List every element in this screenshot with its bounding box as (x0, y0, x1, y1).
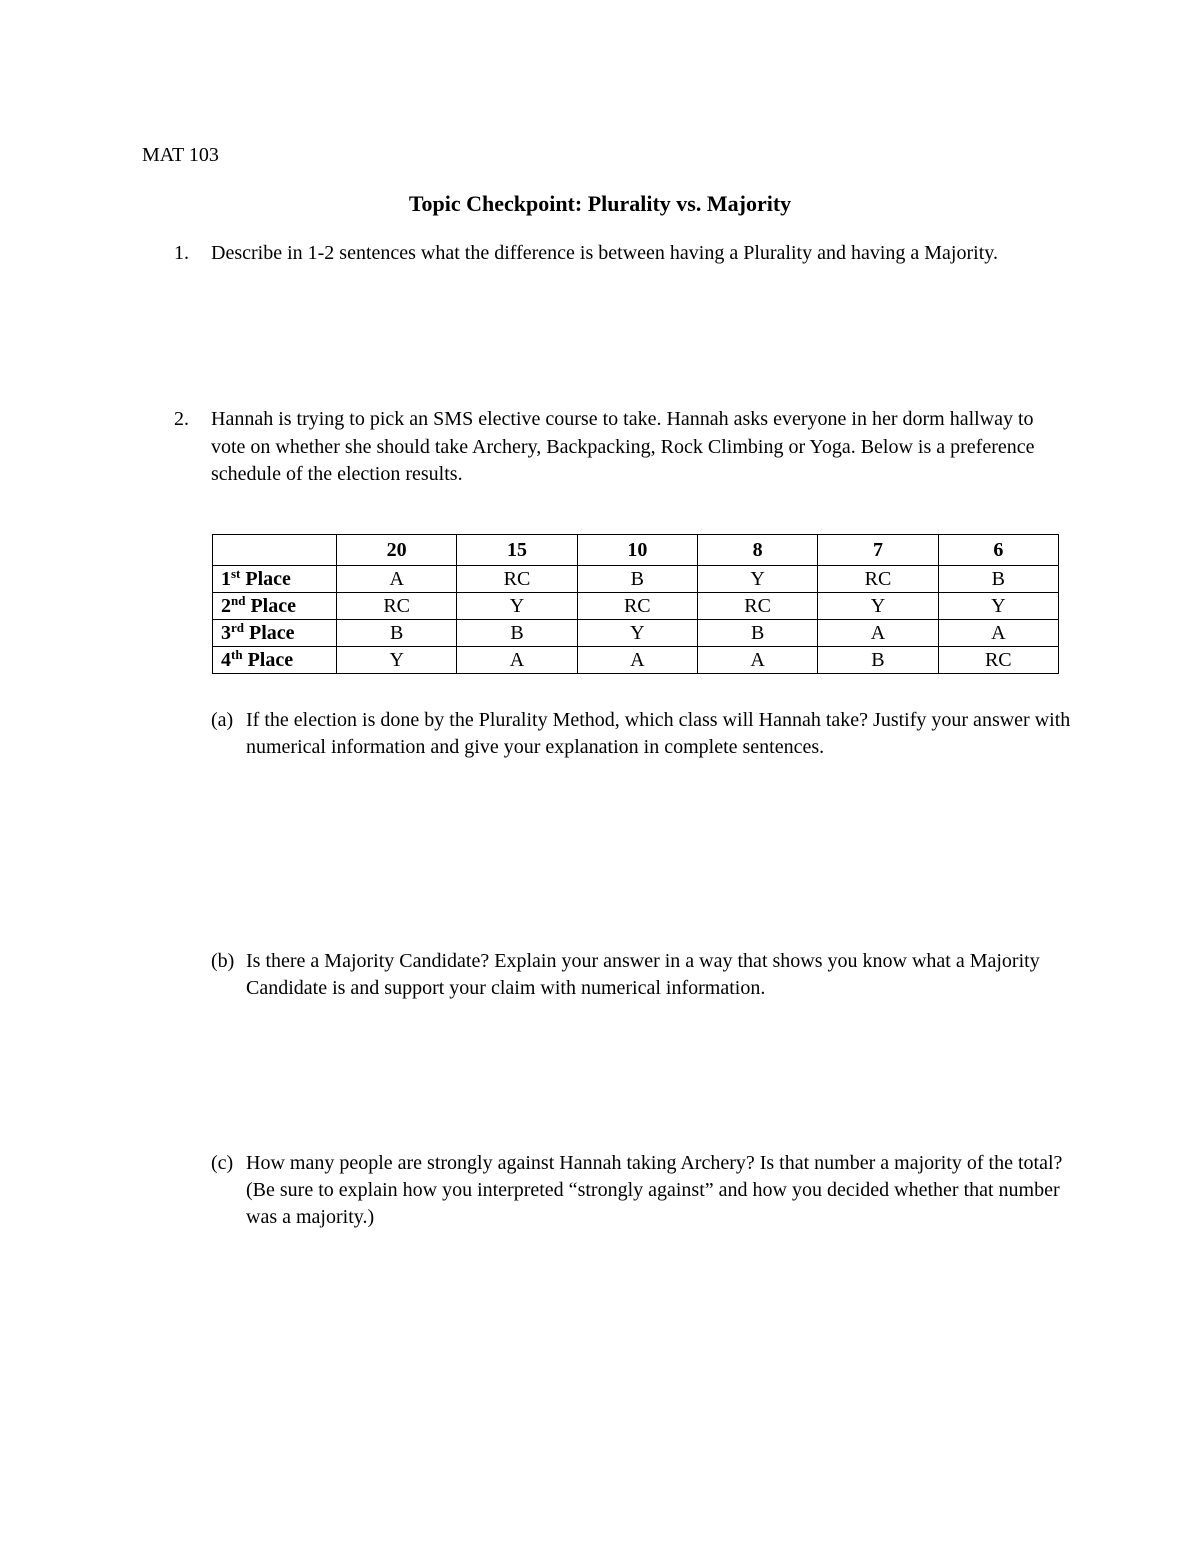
course-code: MAT 103 (142, 144, 219, 166)
subquestion-label: (a) (211, 709, 234, 731)
table-cell: RC (577, 593, 697, 620)
place-suffix: nd (231, 593, 246, 608)
voter-count-cell: 20 (337, 535, 457, 566)
table-cell: B (457, 620, 577, 647)
question-text: Describe in 1-2 sentences what the difference is between having a Plurality and having a Majority. (211, 242, 998, 264)
table-cell: Y (337, 647, 457, 674)
table-cell: Y (938, 593, 1058, 620)
table-cell: Y (577, 620, 697, 647)
subquestion-label: (b) (211, 950, 235, 972)
place-word: Place (250, 595, 296, 617)
table-cell: RC (818, 566, 938, 593)
row-label (213, 593, 337, 620)
table-cell: Y (818, 593, 938, 620)
table-cell: RC (337, 593, 457, 620)
place-number: 2 (221, 595, 231, 617)
place-number: 4 (221, 649, 231, 671)
row-label (213, 647, 337, 674)
question-number: 1. (174, 242, 189, 264)
subquestion-text: How many people are strongly against Hannah taking Archery? Is that number a majority of the total? (Be sure to explain how you interpreted “strongly against” and how you decided whether that number was a majority.) (246, 1152, 1063, 1228)
row-label (213, 620, 337, 647)
place-word: Place (245, 568, 291, 590)
place-suffix: th (231, 647, 243, 662)
voter-count-cell: 6 (938, 535, 1058, 566)
row-label (213, 566, 337, 593)
question-number: 2. (174, 408, 189, 430)
subquestion-c (211, 1150, 1071, 1231)
subquestion-b (211, 948, 1071, 1002)
table-cell: RC (697, 593, 817, 620)
question-1 (174, 240, 1064, 268)
voter-count-cell: 10 (577, 535, 697, 566)
subquestion-a (211, 707, 1071, 761)
question-text: Hannah is trying to pick an SMS elective course to take. Hannah asks everyone in her dorm hallway to vote on whether she should take Archery, Backpacking, Rock Climbing or Yoga. Below is a preference schedule of the election results. (211, 408, 1035, 485)
place-number: 1 (221, 568, 231, 590)
table-row (213, 566, 1059, 593)
table-cell: RC (938, 647, 1058, 674)
table-cell: B (337, 620, 457, 647)
table-cell: B (577, 566, 697, 593)
place-word: Place (247, 649, 294, 671)
table-row (213, 620, 1059, 647)
subquestion-text: Is there a Majority Candidate? Explain your answer in a way that shows you know what a Majority Candidate is and support your claim with numerical information. (246, 950, 1040, 999)
table-cell: A (938, 620, 1058, 647)
preference-schedule-table (212, 534, 1059, 674)
place-suffix: rd (231, 620, 244, 635)
place-suffix: st (231, 566, 241, 581)
voter-count-cell: 8 (697, 535, 817, 566)
table-cell: Y (697, 566, 817, 593)
page-title: Topic Checkpoint: Plurality vs. Majority (408, 191, 792, 216)
table-cell: B (697, 620, 817, 647)
subquestion-label: (c) (211, 1152, 234, 1174)
table-header-row (213, 535, 1059, 566)
place-word: Place (249, 622, 295, 644)
table-cell: B (938, 566, 1058, 593)
table-cell: A (337, 566, 457, 593)
voter-count-cell: 7 (818, 535, 938, 566)
place-number: 3 (221, 622, 231, 644)
voter-count-cell: 15 (457, 535, 577, 566)
table-cell: A (577, 647, 697, 674)
table-cell: A (457, 647, 577, 674)
table-cell: B (818, 647, 938, 674)
subquestion-text: If the election is done by the Plurality Method, which class will Hannah take? Justify your answer with numerical information and give your explanation in complete sentences. (246, 709, 1071, 758)
table-corner-cell (213, 535, 337, 566)
table-row (213, 647, 1059, 674)
question-2 (174, 406, 1064, 489)
table-cell: A (818, 620, 938, 647)
table-cell: A (697, 647, 817, 674)
table-cell: RC (457, 566, 577, 593)
table-cell: Y (457, 593, 577, 620)
table-row (213, 593, 1059, 620)
